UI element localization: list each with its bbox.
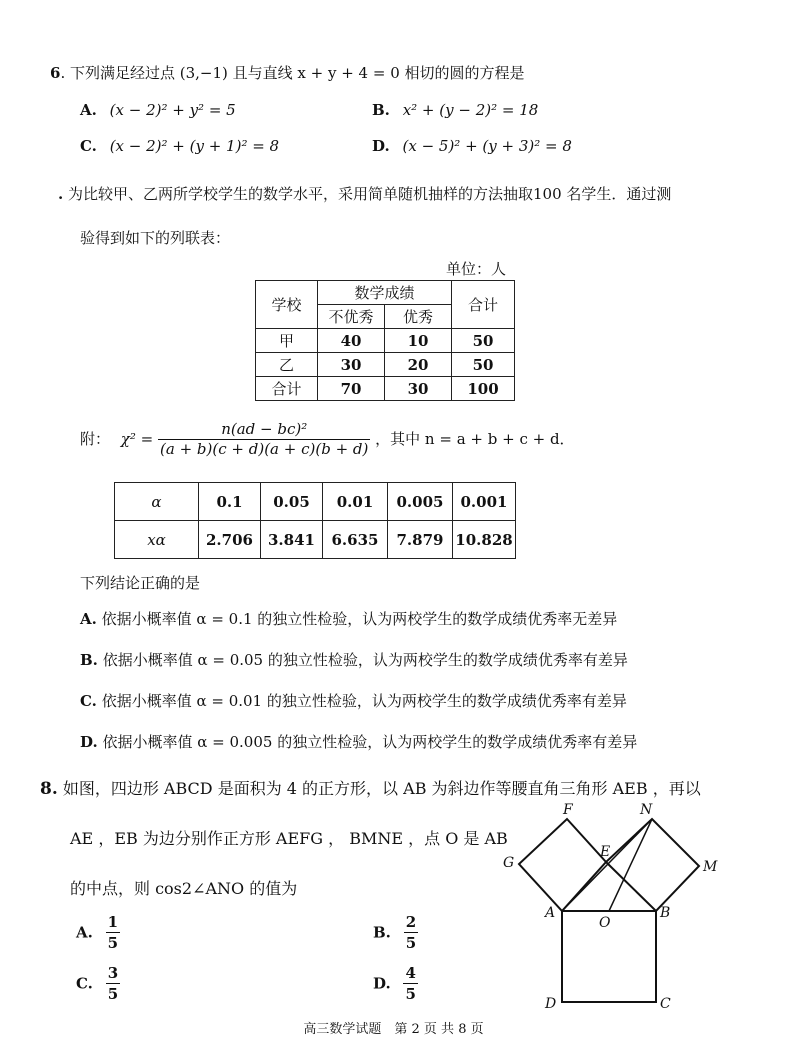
q6-stem-line: 6. 下列满足经过点 (3,−1) 且与直线 x + y + 4 = 0 相切的圆的方程是: [50, 64, 525, 82]
row-name: 甲: [256, 329, 318, 353]
formula-lhs: χ² =: [120, 429, 154, 448]
fraction-denominator: 5: [405, 934, 417, 952]
option-label: C.: [80, 137, 97, 155]
option-label: B.: [372, 101, 390, 119]
table-row: [256, 353, 515, 377]
critical-value: 10.828: [453, 521, 516, 559]
q6-option-c: [80, 137, 279, 155]
table-row: [256, 377, 515, 401]
table-row: [256, 329, 515, 353]
header-score: 数学成绩: [318, 281, 452, 305]
geometry-figure: [495, 800, 740, 1015]
option-fraction: [403, 964, 417, 1003]
q8-option-a: [76, 913, 120, 952]
option-fraction: [404, 913, 418, 952]
square-bmne: [606, 819, 699, 911]
q7-option-b: [80, 649, 628, 670]
q8-option-c: [76, 964, 120, 1003]
option-label: C.: [80, 692, 97, 710]
cell-total: 50: [452, 353, 515, 377]
alpha-value: 0.05: [261, 483, 323, 521]
question-stem: 下列满足经过点 (3,−1) 且与直线 x + y + 4 = 0 相切的圆的方程是: [69, 64, 525, 82]
alpha-value: 0.005: [388, 483, 453, 521]
label-b: B: [660, 905, 671, 921]
header-school: 学校: [256, 281, 318, 329]
option-fraction: [106, 913, 120, 952]
label-a: A: [545, 905, 556, 921]
option-label: A.: [80, 101, 97, 119]
critical-value: 2.706: [199, 521, 261, 559]
question-stem: 为比较甲、乙两所学校学生的数学水平，采用简单随机抽样的方法抽取100 名学生．通过测: [68, 185, 672, 203]
question-number: 8.: [40, 779, 58, 799]
critical-value: 6.635: [323, 521, 388, 559]
critical-value: 7.879: [388, 521, 453, 559]
q8-line1: [40, 776, 701, 799]
formula-denominator: (a + b)(c + d)(a + c)(b + d): [160, 439, 369, 458]
formula-numerator: n(ad − bc)²: [221, 420, 308, 438]
fraction-denominator: 5: [107, 985, 119, 1003]
row-name: 合计: [256, 377, 318, 401]
option-text: (x − 2)² + (y + 1)² = 8: [109, 137, 280, 155]
q7-stem-line1: [58, 183, 671, 204]
cell-good: 20: [385, 353, 452, 377]
formula-prefix: 附：: [80, 429, 111, 448]
q8-option-d: [373, 964, 418, 1003]
option-label: C.: [76, 974, 93, 993]
fraction-denominator: 5: [405, 985, 416, 1003]
q7-stem-line2: 验得到如下的列联表：: [80, 229, 231, 247]
option-text: 依据小概率值 α = 0.1 的独立性检验，认为两校学生的数学成绩优秀率无差异: [101, 610, 618, 628]
q7-lead: 下列结论正确的是: [80, 574, 201, 592]
critical-value-table: [114, 482, 516, 559]
option-text: (x − 5)² + (y + 3)² = 8: [402, 137, 572, 155]
label-f: F: [563, 802, 573, 818]
critical-value: 3.841: [261, 521, 323, 559]
label-d: D: [545, 996, 557, 1012]
option-text: x² + (y − 2)² = 18: [402, 101, 539, 119]
row-name: 乙: [256, 353, 318, 377]
cell-good: 10: [385, 329, 452, 353]
segment-an: [562, 819, 652, 911]
cell-not: 40: [318, 329, 385, 353]
alpha-label: α: [115, 483, 199, 521]
fraction-numerator: 2: [405, 913, 417, 931]
option-label: B.: [80, 651, 98, 669]
option-label: A.: [76, 923, 93, 942]
fraction-numerator: 1: [107, 913, 119, 931]
chi-square-formula: [80, 421, 575, 457]
alpha-value: 0.001: [453, 483, 516, 521]
option-label: B.: [373, 923, 391, 942]
option-text: 依据小概率值 α = 0.005 的独立性检验，认为两校学生的数学成绩优秀率有差异: [102, 733, 638, 751]
alpha-value: 0.01: [323, 483, 388, 521]
option-fraction: [106, 964, 120, 1003]
cell-good: 30: [385, 377, 452, 401]
fraction-denominator: 5: [107, 934, 119, 952]
q8-line3: 的中点，则 cos2∠ANO 的值为: [70, 879, 298, 898]
option-text: 依据小概率值 α = 0.01 的独立性检验，认为两校学生的数学成绩优秀率有差异: [101, 692, 627, 710]
fraction-numerator: 4: [405, 964, 416, 982]
q7-option-a: [80, 608, 617, 629]
option-label: A.: [80, 610, 97, 628]
q6-option-a: [80, 101, 236, 119]
cell-total: 100: [452, 377, 515, 401]
contingency-table: [255, 280, 515, 401]
label-m: M: [703, 859, 718, 875]
cell-total: 50: [452, 329, 515, 353]
option-text: 依据小概率值 α = 0.05 的独立性检验，认为两校学生的数学成绩优秀率有差异: [102, 651, 628, 669]
question-number: 6: [50, 64, 61, 82]
x-alpha-label: xα: [115, 521, 199, 559]
formula-suffix: ，其中 n = a + b + c + d．: [375, 429, 575, 448]
option-label: D.: [372, 137, 390, 155]
segment-on: [609, 819, 652, 911]
q7-option-d: [80, 731, 637, 752]
option-label: D.: [373, 974, 391, 993]
square-aefg: [519, 819, 606, 911]
q7-option-c: [80, 690, 627, 711]
header-excellent: 优秀: [385, 305, 452, 329]
q6-option-b: [372, 101, 538, 119]
label-o: O: [599, 915, 611, 931]
fraction-numerator: 3: [107, 964, 119, 982]
formula-fraction: [158, 421, 370, 457]
header-not-excellent: 不优秀: [318, 305, 385, 329]
label-c: C: [660, 996, 671, 1012]
header-total: 合计: [452, 281, 515, 329]
q8-line2: AE ，EB 为边分别作正方形 AEFG ， BMNE ，点 O 是 AB: [70, 829, 508, 848]
alpha-value: 0.1: [199, 483, 261, 521]
label-g: G: [503, 855, 515, 871]
question-stem: 如图，四边形 ABCD 是面积为 4 的正方形，以 AB 为斜边作等腰直角三角形 AEB ，再以: [62, 779, 701, 798]
option-label: D.: [80, 733, 98, 751]
page-footer: 高三数学试题 第 2 页 共 8 页: [303, 1022, 484, 1037]
cell-not: 70: [318, 377, 385, 401]
q6-option-d: [372, 137, 572, 155]
unit-label: 单位：人: [446, 260, 507, 278]
label-n: N: [640, 802, 653, 818]
label-e: E: [600, 844, 611, 860]
question-number: .: [58, 185, 64, 203]
q8-option-b: [373, 913, 418, 952]
option-text: (x − 2)² + y² = 5: [109, 101, 236, 119]
cell-not: 30: [318, 353, 385, 377]
